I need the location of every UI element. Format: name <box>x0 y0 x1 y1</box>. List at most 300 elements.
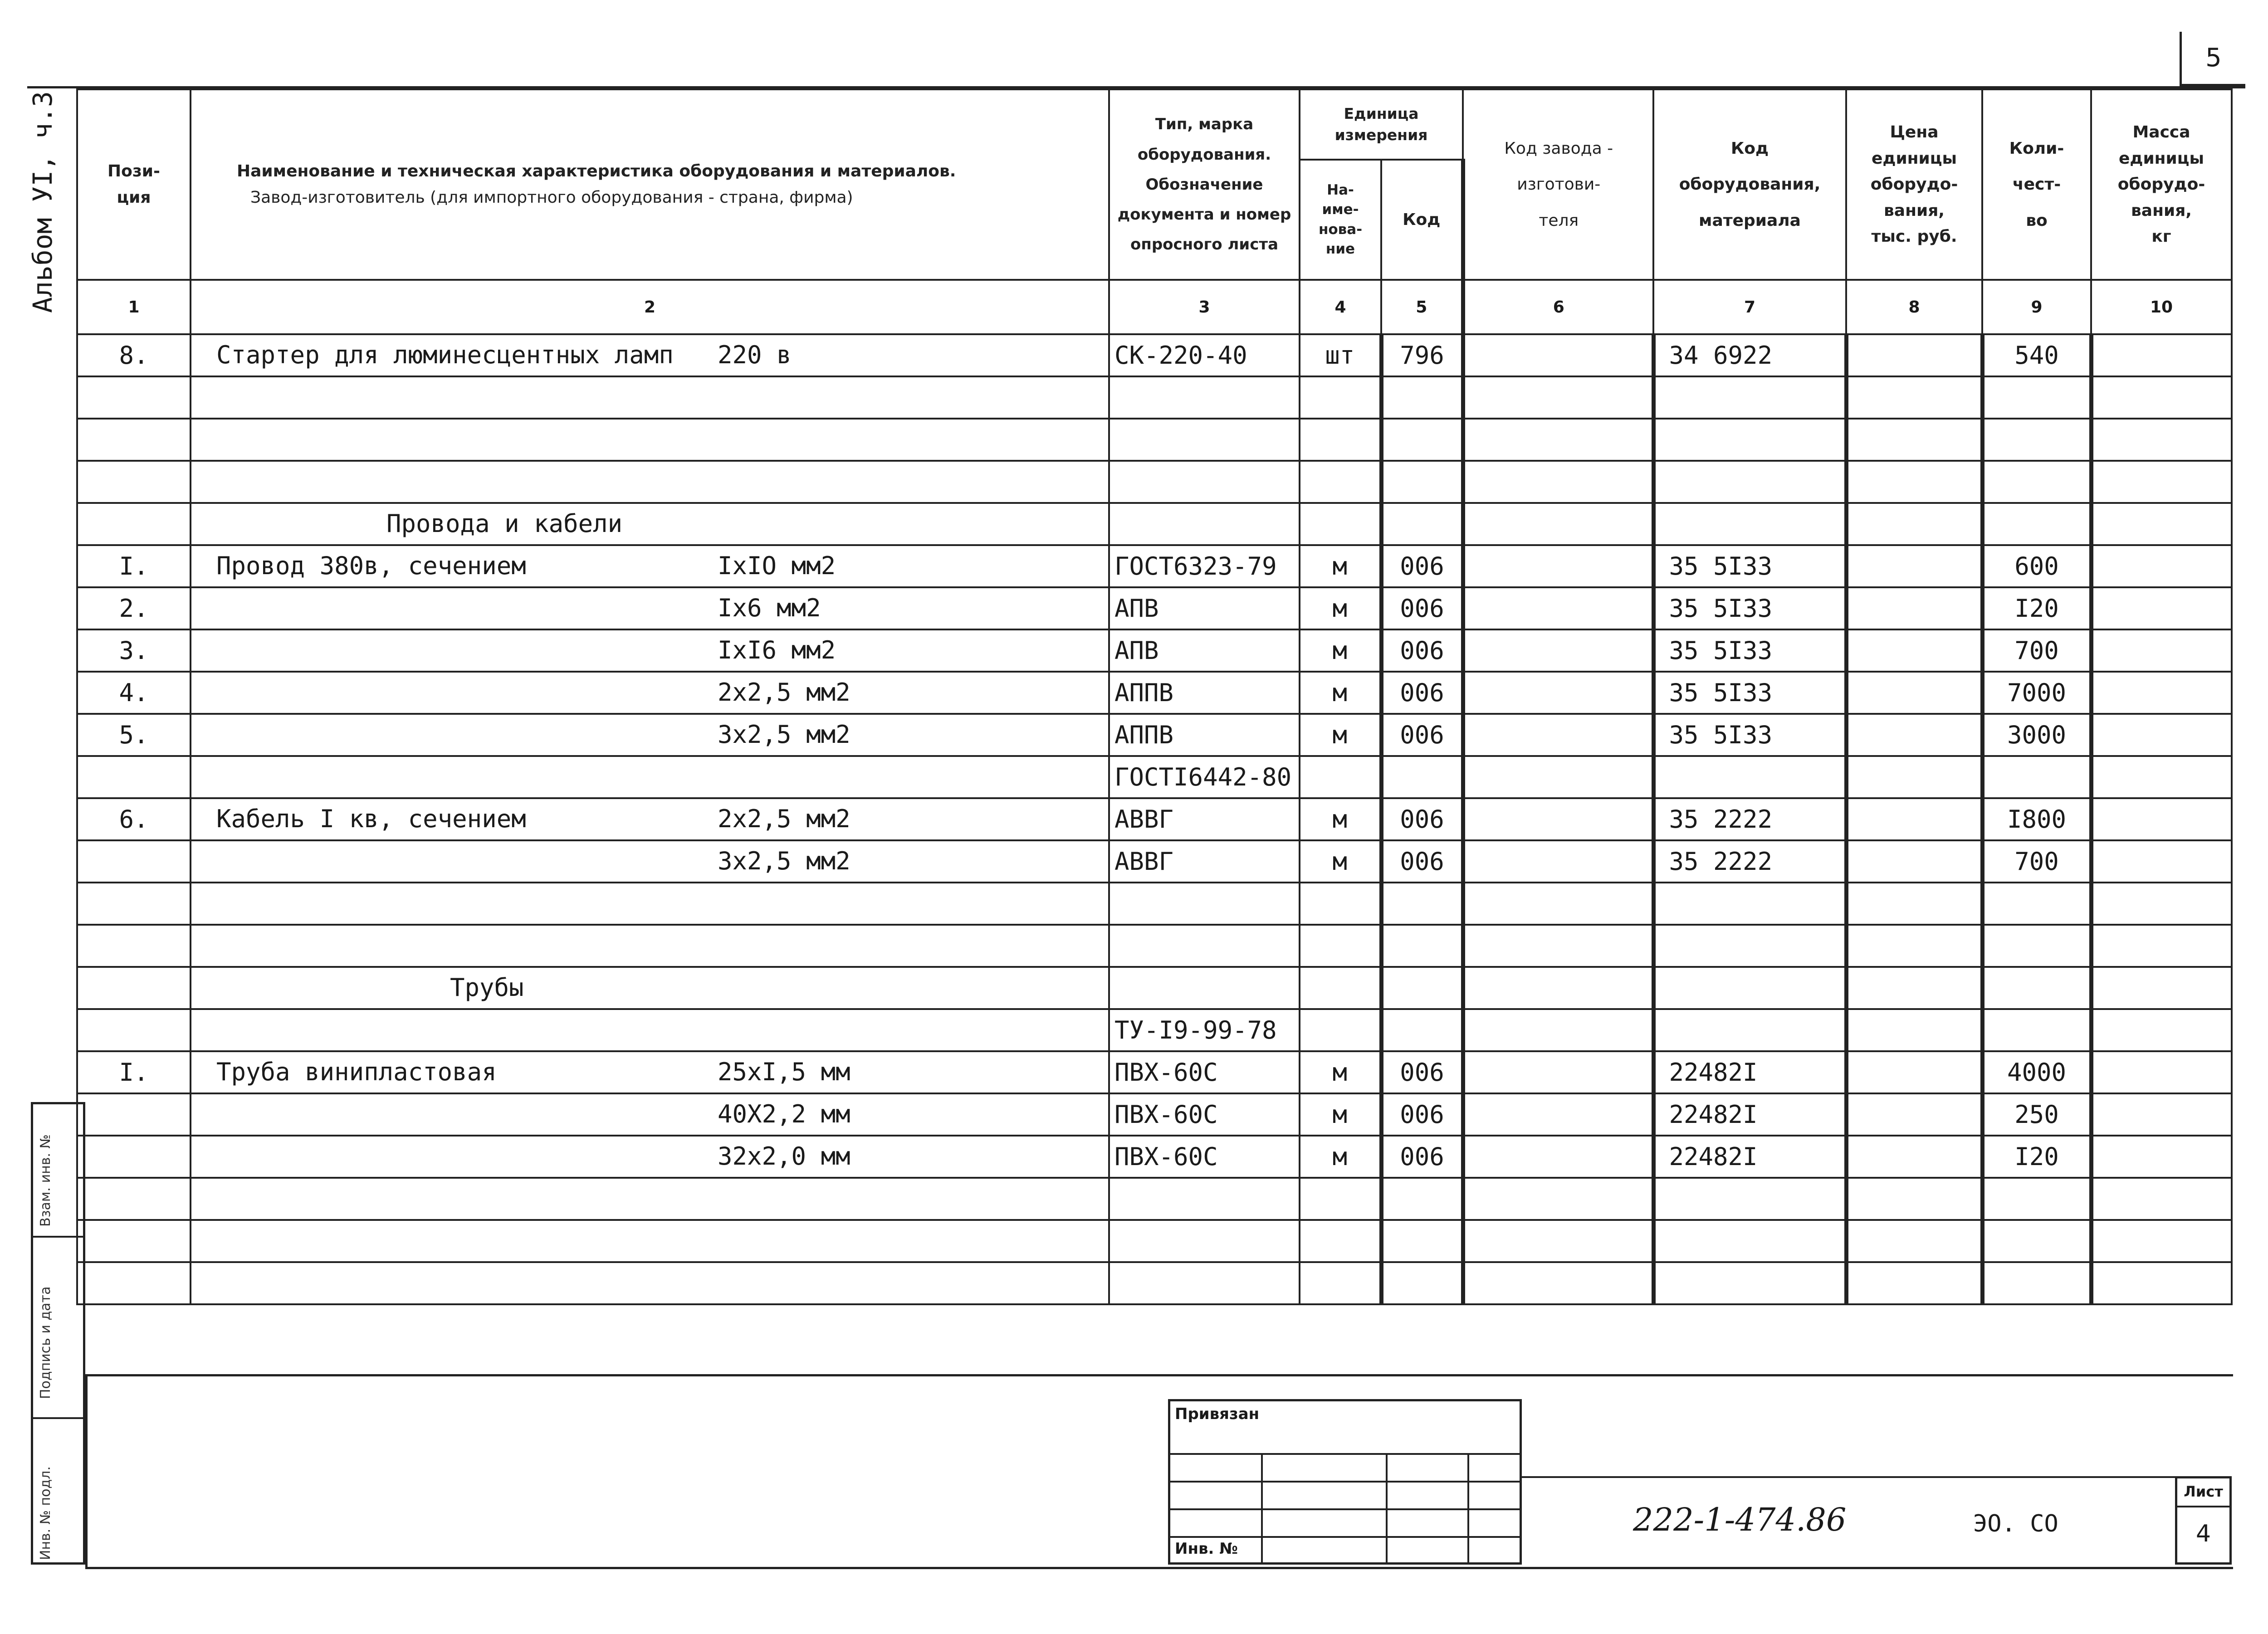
cell-mass <box>2091 925 2232 967</box>
binding-stamp <box>1168 1399 1522 1565</box>
cell-position <box>77 1178 191 1220</box>
item-name: Провод 380в, сечением <box>216 551 526 580</box>
cell-unit: м <box>1300 1136 1381 1178</box>
cell-position <box>77 1220 191 1262</box>
cell-position <box>77 840 191 883</box>
table-row <box>77 503 2232 545</box>
header-factory: Код завода - изготови- теля <box>1463 89 1653 280</box>
cell-position: 5. <box>77 714 191 756</box>
cell-position <box>77 419 191 461</box>
cell-price <box>1846 376 1982 419</box>
cell-price <box>1846 1136 1982 1178</box>
cell-name <box>191 1220 1109 1262</box>
cell-name <box>191 672 1109 714</box>
cell-unit: м <box>1300 840 1381 883</box>
cell-material: 35 5I33 <box>1653 714 1846 756</box>
cell-type: ПВХ-60С <box>1109 1093 1300 1136</box>
cell-name <box>191 756 1109 798</box>
stamp-col-line <box>1386 1453 1388 1565</box>
document-suffix: ЭО. СО <box>1973 1510 2058 1537</box>
cell-price <box>1846 756 1982 798</box>
item-size: Ix6 мм2 <box>718 594 821 622</box>
cell-price <box>1846 967 1982 1009</box>
header-material: Код оборудования, материала <box>1653 89 1846 280</box>
cell-type <box>1109 461 1300 503</box>
cell-name <box>191 883 1109 925</box>
cell-unit: м <box>1300 798 1381 840</box>
cell-factory <box>1463 840 1653 883</box>
item-size: 2x2,5 мм2 <box>718 678 850 707</box>
cell-factory <box>1463 503 1653 545</box>
cell-material <box>1653 967 1846 1009</box>
cell-price <box>1846 461 1982 503</box>
cell-position <box>77 967 191 1009</box>
cell-position <box>77 503 191 545</box>
column-number: 7 <box>1653 280 1846 334</box>
table-row <box>77 334 2232 376</box>
cell-unit: м <box>1300 629 1381 672</box>
cell-quantity <box>1982 883 2091 925</box>
cell-unit: м <box>1300 1093 1381 1136</box>
cell-material: 35 2222 <box>1653 798 1846 840</box>
table-row <box>77 798 2232 840</box>
table-row <box>77 461 2232 503</box>
cell-price <box>1846 1093 1982 1136</box>
table-row <box>77 545 2232 587</box>
cell-unit-code <box>1381 967 1463 1009</box>
cell-factory <box>1463 545 1653 587</box>
cell-mass <box>2091 629 2232 672</box>
cell-type <box>1109 925 1300 967</box>
table-row <box>77 1262 2232 1304</box>
cell-price <box>1846 1178 1982 1220</box>
cell-name <box>191 419 1109 461</box>
cell-material <box>1653 503 1846 545</box>
item-size: 25xI,5 мм <box>718 1058 850 1086</box>
sheet-label: Лист <box>2177 1478 2229 1507</box>
cell-unit <box>1300 1009 1381 1051</box>
cell-type <box>1109 1220 1300 1262</box>
table-row <box>77 1178 2232 1220</box>
cell-position: I. <box>77 1051 191 1093</box>
cell-type: ПВХ-60С <box>1109 1136 1300 1178</box>
cell-mass <box>2091 1178 2232 1220</box>
cell-type <box>1109 1262 1300 1304</box>
cell-factory <box>1463 629 1653 672</box>
cell-type: АПВ <box>1109 587 1300 629</box>
cell-material: 22482I <box>1653 1136 1846 1178</box>
column-number: 6 <box>1463 280 1653 334</box>
cell-factory <box>1463 1051 1653 1093</box>
cell-price <box>1846 1220 1982 1262</box>
cell-factory <box>1463 1178 1653 1220</box>
cell-factory <box>1463 461 1653 503</box>
cell-unit-code <box>1381 925 1463 967</box>
cell-name <box>191 1136 1109 1178</box>
document-code: 222-1-474.86 <box>1633 1501 1847 1538</box>
cell-material <box>1653 1220 1846 1262</box>
cell-factory <box>1463 714 1653 756</box>
cell-factory <box>1463 334 1653 376</box>
cell-position <box>77 925 191 967</box>
table-row <box>77 376 2232 419</box>
cell-position <box>77 1009 191 1051</box>
cell-mass <box>2091 967 2232 1009</box>
cell-mass <box>2091 376 2232 419</box>
cell-quantity: 3000 <box>1982 714 2091 756</box>
cell-material: 35 5I33 <box>1653 629 1846 672</box>
cell-material: 34 6922 <box>1653 334 1846 376</box>
table-row <box>77 672 2232 714</box>
cell-name <box>191 1051 1109 1093</box>
cell-position <box>77 1262 191 1304</box>
cell-position: 2. <box>77 587 191 629</box>
cell-name <box>191 461 1109 503</box>
cell-material <box>1653 883 1846 925</box>
cell-unit: м <box>1300 587 1381 629</box>
cell-unit-code: 006 <box>1381 545 1463 587</box>
cell-material: 22482I <box>1653 1051 1846 1093</box>
cell-unit-code: 006 <box>1381 1051 1463 1093</box>
cell-name <box>191 1009 1109 1051</box>
item-size: 220 в <box>718 341 792 369</box>
cell-material <box>1653 1178 1846 1220</box>
cell-unit-code: 006 <box>1381 714 1463 756</box>
cell-type: АППВ <box>1109 672 1300 714</box>
sheet-box <box>2175 1476 2232 1565</box>
cell-mass <box>2091 672 2232 714</box>
cell-name <box>191 334 1109 376</box>
cell-type: СК-220-40 <box>1109 334 1300 376</box>
cell-name <box>191 1093 1109 1136</box>
cell-factory <box>1463 1009 1653 1051</box>
cell-mass <box>2091 1051 2232 1093</box>
cell-quantity: I20 <box>1982 587 2091 629</box>
cell-position: 3. <box>77 629 191 672</box>
cell-unit <box>1300 376 1381 419</box>
header-name <box>191 89 1109 280</box>
cell-mass <box>2091 840 2232 883</box>
cell-unit-code: 796 <box>1381 334 1463 376</box>
cell-name <box>191 545 1109 587</box>
cell-quantity: 4000 <box>1982 1051 2091 1093</box>
cell-type <box>1109 419 1300 461</box>
cell-material <box>1653 1262 1846 1304</box>
cell-factory <box>1463 925 1653 967</box>
sheet-number: 4 <box>2195 1520 2211 1547</box>
header-unit-group: Единица измерения <box>1300 89 1463 160</box>
cell-factory <box>1463 798 1653 840</box>
cell-name <box>191 629 1109 672</box>
cell-mass <box>2091 1220 2232 1262</box>
cell-unit: м <box>1300 672 1381 714</box>
cell-unit-code <box>1381 376 1463 419</box>
cell-position <box>77 1093 191 1136</box>
item-size: 32x2,0 мм <box>718 1142 850 1171</box>
cell-material <box>1653 376 1846 419</box>
item-size: 40X2,2 мм <box>718 1100 850 1128</box>
cell-type: АВВГ <box>1109 840 1300 883</box>
table-row <box>77 883 2232 925</box>
cell-factory <box>1463 672 1653 714</box>
cell-quantity: 540 <box>1982 334 2091 376</box>
table-row <box>77 840 2232 883</box>
cell-factory <box>1463 1262 1653 1304</box>
cell-quantity <box>1982 756 2091 798</box>
section-heading: Провода и кабели <box>386 509 623 538</box>
cell-mass <box>2091 545 2232 587</box>
table-row <box>77 1009 2232 1051</box>
cell-factory <box>1463 1136 1653 1178</box>
cell-mass <box>2091 587 2232 629</box>
column-number: 3 <box>1109 280 1300 334</box>
cell-unit-code <box>1381 883 1463 925</box>
cell-factory <box>1463 1093 1653 1136</box>
cell-unit-code <box>1381 1220 1463 1262</box>
column-number: 10 <box>2091 280 2232 334</box>
cell-quantity: I20 <box>1982 1136 2091 1178</box>
inv-label: Инв. № <box>1175 1540 1238 1558</box>
cell-unit: м <box>1300 545 1381 587</box>
cell-position <box>77 1136 191 1178</box>
header-unit-name: На- име- нова- ние <box>1300 160 1381 280</box>
cell-type: АППВ <box>1109 714 1300 756</box>
cell-factory <box>1463 967 1653 1009</box>
cell-name <box>191 798 1109 840</box>
table-row <box>77 1136 2232 1178</box>
cell-mass <box>2091 756 2232 798</box>
cell-unit <box>1300 756 1381 798</box>
table-row <box>77 419 2232 461</box>
cell-unit-code <box>1381 756 1463 798</box>
header-mass: Масса единицы оборудо- вания, кг <box>2091 89 2232 280</box>
cell-factory <box>1463 883 1653 925</box>
cell-position: 6. <box>77 798 191 840</box>
item-size: IxIO мм2 <box>718 551 836 580</box>
column-number: 5 <box>1381 280 1463 334</box>
cell-unit-code <box>1381 1009 1463 1051</box>
cell-position: I. <box>77 545 191 587</box>
cell-quantity: 7000 <box>1982 672 2091 714</box>
cell-quantity <box>1982 967 2091 1009</box>
cell-unit-code: 006 <box>1381 672 1463 714</box>
stamp-label-replace: Взам. инв. № <box>38 1134 54 1227</box>
cell-price <box>1846 419 1982 461</box>
cell-name <box>191 503 1109 545</box>
cell-type: ГОСТI6442-80 <box>1109 756 1300 798</box>
cell-unit: шт <box>1300 334 1381 376</box>
cell-mass <box>2091 503 2232 545</box>
cell-quantity: 250 <box>1982 1093 2091 1136</box>
cell-unit: м <box>1300 714 1381 756</box>
cell-quantity <box>1982 461 2091 503</box>
item-name: Стартер для люминесцентных ламп <box>216 341 674 369</box>
page-number: 5 <box>2180 32 2245 86</box>
cell-position: 4. <box>77 672 191 714</box>
cell-material: 35 5I33 <box>1653 545 1846 587</box>
table-row <box>77 967 2232 1009</box>
cell-price <box>1846 629 1982 672</box>
cell-mass <box>2091 334 2232 376</box>
table-row <box>77 1051 2232 1093</box>
cell-unit <box>1300 1178 1381 1220</box>
cell-factory <box>1463 419 1653 461</box>
cell-unit <box>1300 883 1381 925</box>
cell-quantity <box>1982 1009 2091 1051</box>
cell-name <box>191 1178 1109 1220</box>
section-heading: Трубы <box>450 973 524 1002</box>
cell-unit-code <box>1381 1178 1463 1220</box>
cell-unit <box>1300 967 1381 1009</box>
cell-unit-code: 006 <box>1381 840 1463 883</box>
table-row <box>77 587 2232 629</box>
header-position: Пози- ция <box>77 89 191 280</box>
cell-price <box>1846 1009 1982 1051</box>
cell-price <box>1846 1262 1982 1304</box>
title-block-rule <box>1522 1476 2175 1478</box>
stamp-col-line <box>1467 1453 1469 1565</box>
column-number: 9 <box>1982 280 2091 334</box>
cell-quantity <box>1982 376 2091 419</box>
cell-unit <box>1300 461 1381 503</box>
cell-mass <box>2091 1136 2232 1178</box>
column-number: 2 <box>191 280 1109 334</box>
cell-factory <box>1463 1220 1653 1262</box>
cell-name <box>191 925 1109 967</box>
cell-quantity <box>1982 503 2091 545</box>
cell-price <box>1846 503 1982 545</box>
header-price: Цена единицы оборудо- вания, тыс. руб. <box>1846 89 1982 280</box>
cell-type: ГОСТ6323-79 <box>1109 545 1300 587</box>
column-number: 4 <box>1300 280 1381 334</box>
cell-price <box>1846 672 1982 714</box>
cell-material: 35 2222 <box>1653 840 1846 883</box>
header-name-line2: Завод-изготовитель (для импортного оборудования - страна, фирма) <box>250 188 853 207</box>
cell-quantity <box>1982 1262 2091 1304</box>
cell-price <box>1846 587 1982 629</box>
cell-unit: м <box>1300 1051 1381 1093</box>
cell-quantity: 600 <box>1982 545 2091 587</box>
cell-quantity <box>1982 1220 2091 1262</box>
cell-unit-code: 006 <box>1381 1136 1463 1178</box>
bound-label: Привязан <box>1175 1405 1260 1423</box>
cell-mass <box>2091 1093 2232 1136</box>
cell-name <box>191 587 1109 629</box>
table-row <box>77 925 2232 967</box>
header-quantity: Коли- чест- во <box>1982 89 2091 280</box>
cell-material: 22482I <box>1653 1093 1846 1136</box>
cell-quantity: 700 <box>1982 840 2091 883</box>
cell-factory <box>1463 376 1653 419</box>
cell-unit-code: 006 <box>1381 798 1463 840</box>
cell-price <box>1846 840 1982 883</box>
table-row <box>77 714 2232 756</box>
title-block <box>85 1374 2233 1569</box>
cell-unit <box>1300 1262 1381 1304</box>
cell-quantity: 700 <box>1982 629 2091 672</box>
cell-type <box>1109 883 1300 925</box>
item-name: Кабель I кв, сечением <box>216 805 526 833</box>
table-row <box>77 1093 2232 1136</box>
album-title: Альбом УI, ч.3 <box>27 91 58 313</box>
cell-unit-code <box>1381 461 1463 503</box>
header-type: Тип, марка оборудования. Обозначение документа и номер опросного листа <box>1109 89 1300 280</box>
cell-name <box>191 1262 1109 1304</box>
cell-material <box>1653 756 1846 798</box>
header-unit-code: Код <box>1381 160 1463 280</box>
cell-price <box>1846 1051 1982 1093</box>
cell-quantity <box>1982 419 2091 461</box>
cell-name <box>191 967 1109 1009</box>
cell-unit-code: 006 <box>1381 587 1463 629</box>
cell-material <box>1653 1009 1846 1051</box>
header-name-line1: Наименование и техническая характеристика оборудования и материалов. <box>237 162 956 181</box>
cell-unit <box>1300 925 1381 967</box>
cell-type: АВВГ <box>1109 798 1300 840</box>
cell-factory <box>1463 756 1653 798</box>
cell-position <box>77 376 191 419</box>
cell-position <box>77 883 191 925</box>
cell-type <box>1109 1178 1300 1220</box>
cell-unit-code <box>1381 419 1463 461</box>
table-row <box>77 629 2232 672</box>
cell-price <box>1846 714 1982 756</box>
cell-price <box>1846 925 1982 967</box>
item-size: IxI6 мм2 <box>718 636 836 664</box>
cell-mass <box>2091 1262 2232 1304</box>
cell-mass <box>2091 798 2232 840</box>
cell-price <box>1846 545 1982 587</box>
cell-position <box>77 756 191 798</box>
cell-name <box>191 714 1109 756</box>
cell-mass <box>2091 461 2232 503</box>
cell-mass <box>2091 419 2232 461</box>
table-row <box>77 756 2232 798</box>
cell-unit <box>1300 1220 1381 1262</box>
cell-unit <box>1300 503 1381 545</box>
cell-mass <box>2091 1009 2232 1051</box>
column-number-row <box>77 280 2232 334</box>
cell-quantity <box>1982 1178 2091 1220</box>
cell-type: АПВ <box>1109 629 1300 672</box>
item-size: 3x2,5 мм2 <box>718 847 850 875</box>
cell-unit-code <box>1381 503 1463 545</box>
cell-factory <box>1463 587 1653 629</box>
cell-type <box>1109 376 1300 419</box>
cell-unit-code: 006 <box>1381 629 1463 672</box>
cell-material <box>1653 419 1846 461</box>
stamp-label-sign: Подпись и дата <box>38 1286 54 1399</box>
cell-name <box>191 376 1109 419</box>
cell-quantity <box>1982 925 2091 967</box>
specification-table <box>76 88 2233 1305</box>
cell-unit <box>1300 419 1381 461</box>
cell-mass <box>2091 714 2232 756</box>
cell-price <box>1846 798 1982 840</box>
cell-unit-code <box>1381 1262 1463 1304</box>
cell-material: 35 5I33 <box>1653 672 1846 714</box>
item-size: 3x2,5 мм2 <box>718 720 850 749</box>
cell-position <box>77 461 191 503</box>
cell-material <box>1653 925 1846 967</box>
cell-position: 8. <box>77 334 191 376</box>
column-number: 8 <box>1846 280 1982 334</box>
table-body <box>77 334 2232 1304</box>
cell-name <box>191 840 1109 883</box>
cell-unit-code: 006 <box>1381 1093 1463 1136</box>
stamp-col-line <box>1261 1453 1263 1565</box>
cell-price <box>1846 883 1982 925</box>
